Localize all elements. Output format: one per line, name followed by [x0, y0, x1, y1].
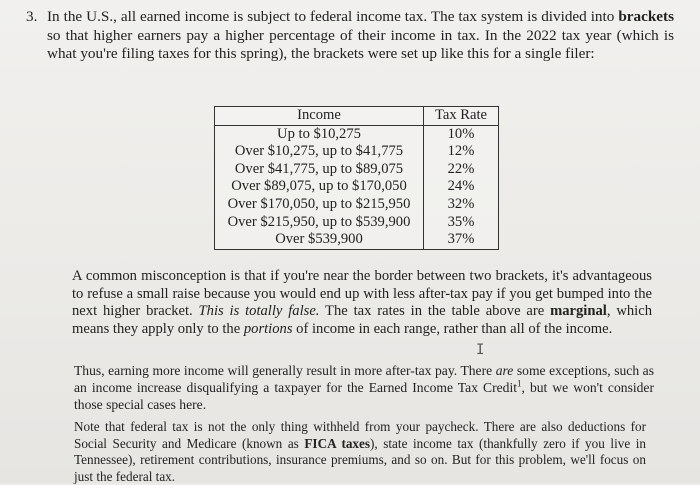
- are-emphasis: are: [495, 363, 514, 378]
- rate-cell: 22%: [447, 160, 475, 177]
- table-row: [215, 196, 499, 214]
- marginal-term: marginal: [550, 303, 607, 320]
- intro-text-a: In the U.S., all earned income is subject to federal income tax. The tax system is divided into: [47, 8, 619, 25]
- question-number: 3.: [26, 8, 38, 25]
- portions-emphasis: portions: [243, 320, 293, 337]
- income-cell: Over $10,275, up to $41,775: [215, 143, 424, 161]
- income-cell: Over $539,900: [215, 231, 424, 249]
- misconception-text-e: , which means they apply only to the: [72, 303, 652, 337]
- intro-text-c: so that higher earners pay a higher percentage of their income in tax. In the 2022 tax year (which is what you're filing taxes for this spring), the brackets were set up like this for a single filer:: [47, 26, 674, 62]
- question-intro: [26, 8, 674, 64]
- table-row: [215, 214, 499, 232]
- thus-text-c: some exceptions, such as an income increase disqualifying a taxpayer for the Earned Income Tax Credit: [74, 363, 654, 395]
- rate-cell: 32%: [447, 195, 475, 212]
- tax-rate-header: Tax Rate: [424, 107, 499, 126]
- misconception-text-g: of income in each range, rather than all of the income.: [292, 320, 613, 337]
- question-body: [47, 8, 674, 64]
- table-row: [215, 143, 499, 161]
- tax-bracket-table: [214, 106, 499, 250]
- note-text-c: ), state income tax (thankfully zero if you live in Tennessee), retirement contributions, insurance premiums, and so on. But for this problem, we'll focus on just the federal tax.: [74, 435, 646, 484]
- note-paragraph: [74, 419, 646, 485]
- misconception-text-c: The tax rates in the table above are: [319, 303, 551, 320]
- fica-term: FICA taxes: [304, 435, 371, 451]
- table-row: [215, 178, 499, 196]
- income-cell: Up to $10,275: [215, 125, 424, 143]
- income-cell: Over $41,775, up to $89,075: [215, 161, 424, 179]
- thus-text-d: , but we won't consider those special cases here.: [74, 380, 654, 412]
- exceptions-paragraph: [74, 362, 654, 413]
- brackets-term: brackets: [618, 8, 674, 25]
- text-cursor-icon: I: [476, 342, 485, 358]
- rate-cell: 35%: [447, 213, 475, 230]
- income-cell: Over $215,950, up to $539,900: [215, 214, 424, 232]
- note-text-a: Note that federal tax is not the only thing withheld from your paycheck. There are also deductions for Social Security and Medicare (known as: [74, 419, 646, 451]
- misconception-text-a: A common misconception is that if you're near the border between two brackets, it's advantageous to refuse a small raise because you would end up with less after-tax pay if you get bumped into the next higher bracket.: [72, 268, 652, 320]
- thus-text-a: Thus, earning more income will generally result in more after-tax pay. There: [74, 363, 496, 378]
- table-row: [215, 231, 499, 249]
- income-header: Income: [215, 107, 424, 126]
- rate-cell: 24%: [447, 178, 475, 195]
- footnote-marker[interactable]: 1: [517, 378, 522, 389]
- misconception-paragraph: [72, 268, 652, 338]
- rate-cell: 37%: [447, 231, 475, 248]
- table-row: [215, 161, 499, 179]
- table-header-row: [215, 107, 499, 126]
- income-cell: Over $170,050, up to $215,950: [215, 196, 424, 214]
- table-row: [215, 125, 499, 143]
- income-cell: Over $89,075, up to $170,050: [215, 178, 424, 196]
- rate-cell: 10%: [447, 125, 475, 142]
- rate-cell: 12%: [447, 143, 475, 160]
- totally-false-emphasis: This is totally false.: [198, 303, 320, 320]
